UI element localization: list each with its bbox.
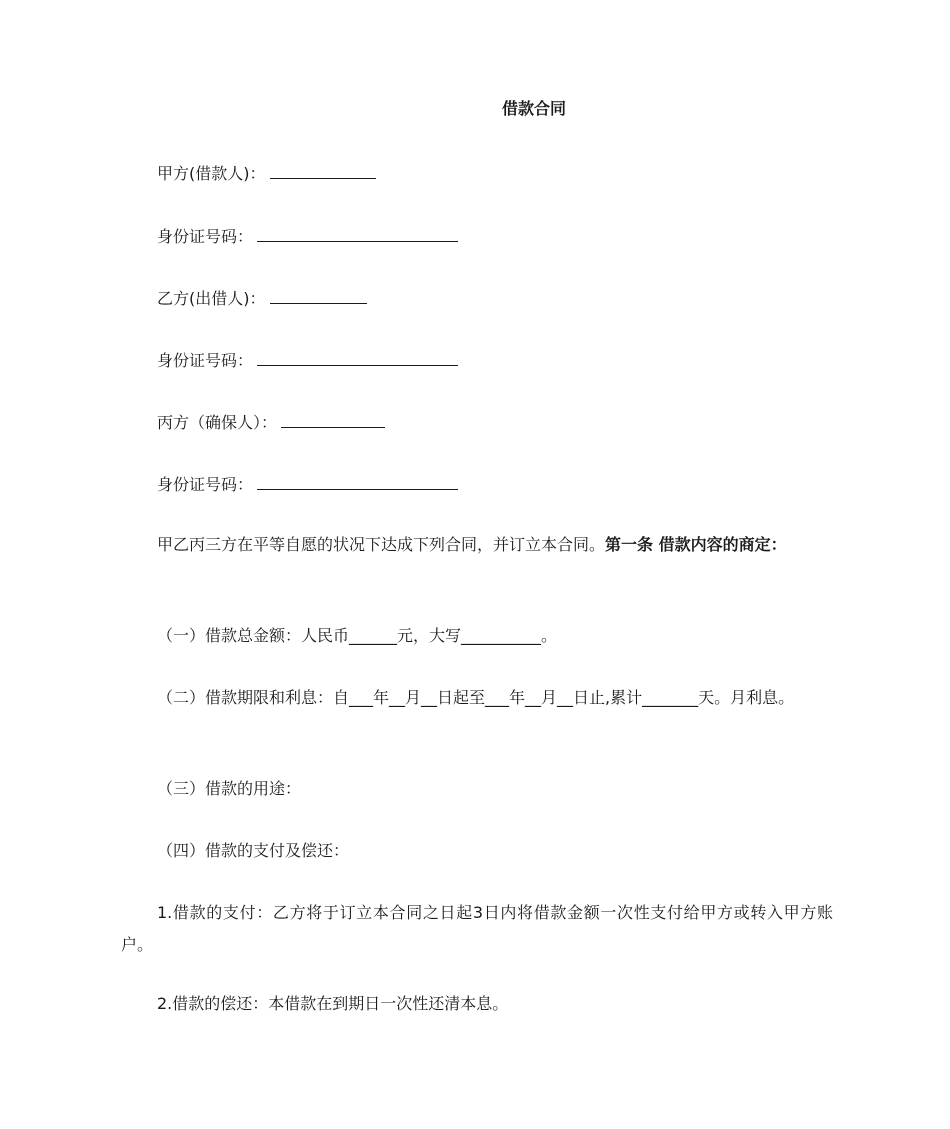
item-four-paragraph (121, 835, 833, 867)
clause-one-text: 1.借款的支付：乙方将于订立本合同之日起3日内将借款金额一次性支付给甲方或转入甲方账户。 (121, 903, 833, 954)
party-b-id-label: 身份证号码： (157, 351, 254, 370)
clause-two-paragraph (121, 988, 833, 1020)
item-four-text: （四）借款的支付及偿还： (157, 841, 350, 860)
party-a-id-label: 身份证号码： (157, 227, 254, 246)
party-b-label: 乙方(出借人)： (157, 289, 266, 308)
party-c-blank (281, 411, 385, 428)
intro-paragraph (121, 529, 833, 561)
item-one-text: （一）借款总金额：人民币______元，大写__________。 (157, 626, 558, 645)
contract-title: 借款合同 (501, 99, 566, 118)
item-three-paragraph (121, 773, 833, 805)
item-two-paragraph (121, 682, 833, 714)
clause-one-paragraph (121, 897, 833, 961)
party-a-id-field (157, 225, 458, 247)
party-c-id-field (157, 473, 458, 495)
party-a-blank (270, 162, 376, 179)
item-three-text: （三）借款的用途： (157, 779, 302, 798)
party-a-field (157, 162, 376, 184)
party-c-field (157, 411, 385, 433)
intro-text: 甲乙丙三方在平等自愿的状况下达成下列合同，并订立本合同。 (157, 535, 606, 554)
party-a-id-blank (257, 225, 458, 242)
party-c-id-blank (257, 473, 458, 490)
party-b-id-blank (257, 349, 458, 366)
party-b-field (157, 287, 367, 309)
item-one-paragraph (121, 620, 833, 652)
party-b-blank (270, 287, 367, 304)
article-one-heading: 第一条 借款内容的商定： (605, 535, 787, 554)
party-a-label: 甲方(借款人)： (157, 164, 266, 183)
party-c-id-label: 身份证号码： (157, 475, 254, 494)
party-b-id-field (157, 349, 458, 371)
party-c-label: 丙方（确保人）： (157, 413, 278, 432)
item-two-text: （二）借款期限和利息：自___年__月__日起至___年__月__日止,累计_______天。月利息。 (157, 688, 795, 707)
clause-two-text: 2.借款的偿还：本借款在到期日一次性还清本息。 (157, 994, 509, 1013)
